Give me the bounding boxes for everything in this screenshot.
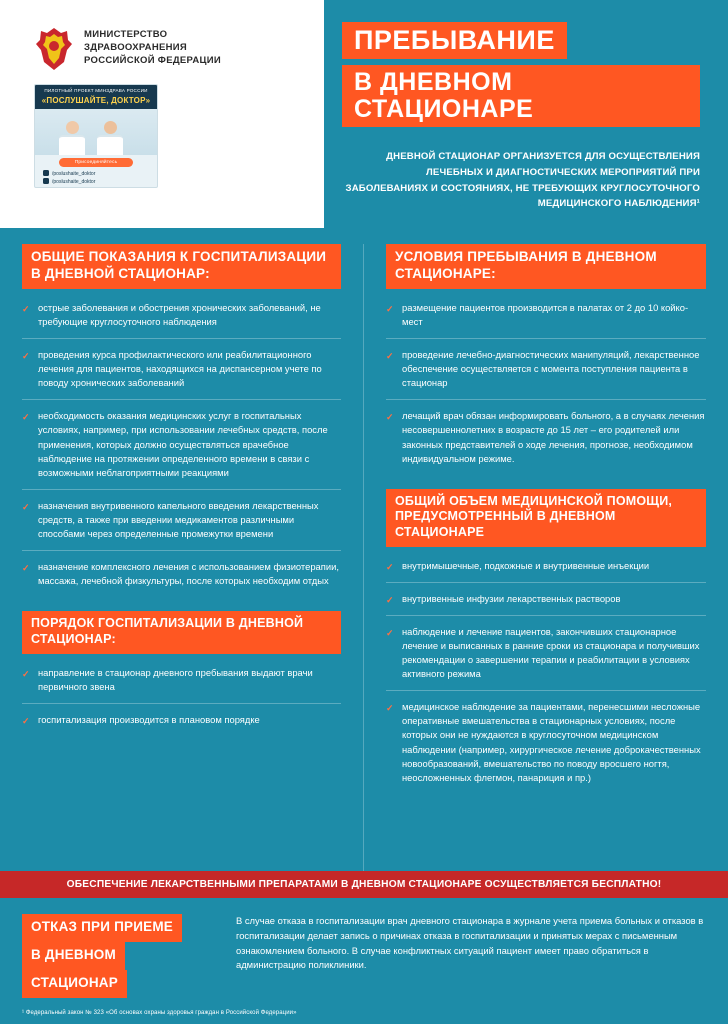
list-item-text: назначение комплексного лечения с использованием физиотерапии, массажа, лечебной физкультуры, после которых необходим отдых [38,561,339,587]
list-item-text: внутримышечные, подкожные и внутривенные инъекции [402,559,650,571]
list-general-indications [22,301,341,598]
list-item-text: проведение лечебно-диагностических манипуляций, лекарственное обеспечение осуществляется с момента поступления пациента в стационар [402,348,700,389]
instagram-handle: /poslushaite_doktor [52,170,96,177]
instagram-link[interactable] [43,170,157,179]
list-item [22,713,341,736]
list-item [386,348,706,400]
list-item-text: внутривенные инфузии лекарственных растворов [402,592,621,604]
content-columns [0,228,728,871]
check-icon: ✓ [386,303,394,314]
list-item-text: госпитализация производится в плановом порядке [38,713,260,725]
list-item-text: направление в стационар дневного пребывания выдают врачи первичного звена [38,666,313,692]
header-subtitle: ДНЕВНОЙ СТАЦИОНАР ОРГАНИЗУЕТСЯ ДЛЯ ОСУЩЕСТВЛЕНИЯ ЛЕЧЕБНЫХ И ДИАГНОСТИЧЕСКИХ МЕРОПРИЯТИЙ ПРИ ЗАБОЛЕВАНИЯХ И СОСТОЯНИЯХ, НЕ ТРЕБУЮЩИХ КРУГЛОСУТОЧНОГО МЕДИЦИНСКОГО НАБЛЮДЕНИЯ¹ [345,150,700,210]
footer-tag-line-1: ОТКАЗ ПРИ ПРИЕМЕ [22,914,182,942]
list-item [22,409,341,490]
section-heading-general-indications: ОБЩИЕ ПОКАЗАНИЯ К ГОСПИТАЛИЗАЦИИ В ДНЕВНОЙ СТАЦИОНАР: [22,244,341,289]
doctor-figure-2 [97,121,123,155]
ministry-line-2: ЗДРАВООХРАНЕНИЯ [84,41,188,53]
list-item [386,301,706,339]
vk-icon [43,178,49,184]
list-item-text: проведения курса профилактического или реабилитационного лечения для пациентов, находящихся на диспансерном учете по поводу хронических заболеваний [38,348,322,389]
vk-handle: /poslushaite_doktor [52,179,96,186]
check-icon: ✓ [22,715,30,726]
list-item [22,348,341,400]
check-icon: ✓ [386,703,394,714]
list-item-text: размещение пациентов производится в палатах от 2 до 10 койко-мест [402,301,689,327]
ministry-block [0,0,340,72]
header-left-panel [0,0,340,228]
list-care-volume [386,559,706,794]
list-item-text: наблюдение и лечение пациентов, закончивших стационарное лечение и выписанных в ранние сроки из стационара и получивших рекомендации о завершении терапии и реабилитации в условиях активного режима [402,625,700,680]
check-icon: ✓ [386,594,394,605]
check-icon: ✓ [22,412,30,423]
list-item [386,625,706,691]
promo-join-button[interactable]: Присоединяйтесь [59,158,133,167]
poster-footer [0,898,728,1004]
legal-footnote: ¹ Федеральный закон № 323 «Об основах охраны здоровья граждан в Российской Федерации» [0,1004,728,1024]
check-icon: ✓ [22,668,30,679]
footer-text: В случае отказа в госпитализации врач дневного стационара в журнале учета приема больных и отказов в госпитализации делает запись о причинах отказа в госпитализации и принятых мерах с письменным ознакомлением больного. В случае конфликтных ситуаций пациент имеет право обратиться в администрацию поликлиники. [236,915,704,971]
list-item [386,559,706,583]
list-item-text: необходимость оказания медицинских услуг в госпитальных условиях, например, при использовании лечебных средств, после применения, которых должно осуществляться врачебное наблюдение на протяжении определенного времени в связи с возможными неблагоприятными реакциями [38,410,328,478]
ministry-name [84,26,221,67]
check-icon: ✓ [22,303,30,314]
check-icon: ✓ [22,563,30,574]
list-item [386,409,706,474]
check-icon: ✓ [386,627,394,638]
promo-illustration [35,109,157,155]
header-right-panel [324,0,728,228]
free-medication-banner: ОБЕСПЕЧЕНИЕ ЛЕКАРСТВЕННЫМИ ПРЕПАРАТАМИ В ДНЕВНОМ СТАЦИОНАРЕ ОСУЩЕСТВЛЯЕТСЯ БЕСПЛАТНО! [0,871,728,898]
right-column [364,244,728,871]
list-item [386,592,706,616]
left-column [0,244,364,871]
check-icon: ✓ [386,561,394,572]
footer-tag-block [22,914,222,998]
list-item [22,301,341,339]
list-item [22,666,341,704]
promo-title: «ПОСЛУШАЙТЕ, ДОКТОР» [35,96,157,109]
ministry-line-1: МИНИСТЕРСТВО [84,29,168,40]
promo-card [34,84,158,188]
check-icon: ✓ [386,350,394,361]
section-heading-admission-order: ПОРЯДОК ГОСПИТАЛИЗАЦИИ В ДНЕВНОЙ СТАЦИОНАР: [22,611,341,653]
list-item-text: лечащий врач обязан информировать больного, а в случаях лечения несовершеннолетних в возрасте до 15 лет – его родителей или законных представителей о ходе лечения, прогнозе, необходимом индивидуальном режиме. [402,410,705,464]
list-item [386,700,706,794]
list-item-text: острые заболевания и обострения хронических заболеваний, не требующие круглосуточного наблюдения [38,301,321,327]
check-icon: ✓ [22,501,30,512]
ministry-line-3: РОССИЙСКОЙ ФЕДЕРАЦИИ [84,54,222,66]
promo-kicker: ПИЛОТНЫЙ ПРОЕКТ МИНЗДРАВА РОССИИ [35,85,157,96]
instagram-icon [43,170,49,176]
page-title-line-1: ПРЕБЫВАНИЕ [342,22,567,59]
page-title-line-2: В ДНЕВНОМ СТАЦИОНАРЕ [342,65,700,127]
list-item-text: медицинское наблюдение за пациентами, перенесшими несложные оперативные вмешательства в стационарных условиях, после которых они не нуждаются в круглосуточном медицинском наблюдении (например, хирургическое лечение доброкачественных новообразований, вмешательство по поводу вросшего ногтя, неосложненных флегмон, панариция и пр.) [402,701,701,783]
russian-coat-of-arms-icon [34,26,74,72]
section-heading-care-volume: ОБЩИЙ ОБЪЕМ МЕДИЦИНСКОЙ ПОМОЩИ, ПРЕДУСМОТРЕННЫЙ В ДНЕВНОМ СТАЦИОНАРЕ [386,489,706,547]
doctor-figure-1 [59,121,85,155]
promo-social-links [35,170,157,187]
poster-header [0,0,728,228]
list-item [22,560,341,597]
vk-link[interactable] [43,178,157,187]
footer-tag-line-2: В ДНЕВНОМ [22,942,125,970]
section-heading-stay-conditions: УСЛОВИЯ ПРЕБЫВАНИЯ В ДНЕВНОМ СТАЦИОНАРЕ: [386,244,706,289]
list-item-text: назначения внутривенного капельного введения лекарственных средств, а также при введении медикаментов различными способами через определенные промежутки времени [38,499,319,540]
footer-tag-line-3: СТАЦИОНАР [22,970,127,998]
list-admission-order [22,666,341,736]
list-stay-conditions [386,301,706,475]
check-icon: ✓ [386,412,394,423]
list-item [22,499,341,551]
check-icon: ✓ [22,350,30,361]
